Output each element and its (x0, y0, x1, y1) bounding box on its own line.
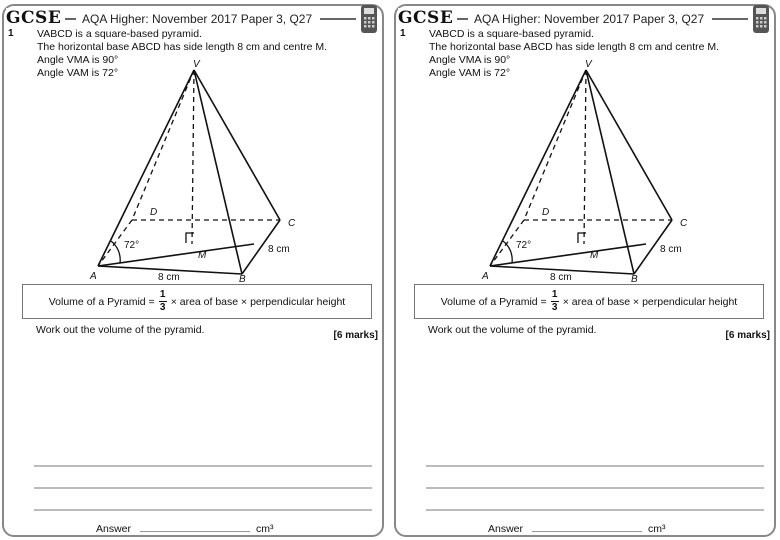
marks-label: [6 marks] (333, 330, 378, 341)
formula-box (22, 284, 372, 319)
header-rule (320, 18, 356, 20)
working-line (34, 509, 372, 511)
vertex-d-label: D (542, 207, 550, 218)
worksheet-card-left (2, 4, 384, 537)
vertex-v-label: V (585, 59, 592, 70)
side-bc-label: 8 cm (268, 244, 290, 255)
question-line: The horizontal base ABCD has side length 8 cm and centre M. (37, 41, 328, 53)
working-line (426, 509, 764, 511)
worksheet-card-right (394, 4, 776, 537)
question-line: VABCD is a square-based pyramid. (429, 28, 594, 40)
vertex-d-label: D (150, 207, 158, 218)
angle-label: 72° (124, 240, 140, 251)
fraction-denominator: 3 (159, 302, 166, 313)
formula-suffix: × area of base × perpendicular height (170, 295, 346, 308)
centre-m-label: M (198, 250, 207, 261)
header-rule (712, 18, 748, 20)
vertex-b-label: B (631, 274, 638, 285)
working-line (34, 465, 372, 467)
question-number: 1 (8, 28, 14, 39)
side-ab-label: 8 cm (158, 272, 180, 283)
question-number: 1 (400, 28, 406, 39)
paper-header: AQA Higher: November 2017 Paper 3, Q27 (474, 12, 705, 26)
instruction-text: Work out the volume of the pyramid. (36, 324, 205, 336)
question-line: Angle VMA is 90° (37, 54, 119, 66)
answer-label: Answer (488, 523, 524, 535)
vertex-b-label: B (239, 274, 246, 285)
side-ab-label: 8 cm (550, 272, 572, 283)
pyramid-diagram (82, 56, 312, 286)
calculator-icon (360, 4, 378, 34)
question-line: Angle VMA is 90° (429, 54, 511, 66)
vertex-a-label: A (482, 271, 489, 282)
paper-header: AQA Higher: November 2017 Paper 3, Q27 (82, 12, 313, 26)
working-line (426, 465, 764, 467)
question-line: VABCD is a square-based pyramid. (37, 28, 202, 40)
answer-unit: cm³ (648, 523, 666, 535)
brand-logo: GCSE (398, 8, 457, 28)
fraction-numerator: 1 (159, 289, 166, 300)
side-bc-label: 8 cm (660, 244, 682, 255)
answer-field[interactable] (140, 531, 250, 532)
fraction-numerator: 1 (551, 289, 558, 300)
working-line (426, 487, 764, 489)
question-line: The horizontal base ABCD has side length 8 cm and centre M. (429, 41, 720, 53)
answer-unit: cm³ (256, 523, 274, 535)
question-line: Angle VAM is 72° (37, 67, 119, 79)
formula-suffix: × area of base × perpendicular height (562, 295, 738, 308)
vertex-v-label: V (193, 59, 200, 70)
marks-label: [6 marks] (725, 330, 770, 341)
formula-box (414, 284, 764, 319)
vertex-a-label: A (90, 271, 97, 282)
question-line: Angle VAM is 72° (429, 67, 511, 79)
fraction-one-third (551, 290, 559, 313)
centre-m-label: M (590, 250, 599, 261)
answer-label: Answer (96, 523, 132, 535)
formula-prefix: Volume of a Pyramid = (48, 295, 155, 308)
angle-label: 72° (516, 240, 532, 251)
fraction-one-third (159, 290, 167, 313)
fraction-denominator: 3 (551, 302, 558, 313)
pyramid-diagram (474, 56, 704, 286)
vertex-c-label: C (680, 218, 688, 229)
answer-field[interactable] (532, 531, 642, 532)
calculator-icon (752, 4, 770, 34)
vertex-c-label: C (288, 218, 296, 229)
instruction-text: Work out the volume of the pyramid. (428, 324, 597, 336)
formula-prefix: Volume of a Pyramid = (440, 295, 547, 308)
working-line (34, 487, 372, 489)
brand-logo: GCSE (6, 8, 65, 28)
